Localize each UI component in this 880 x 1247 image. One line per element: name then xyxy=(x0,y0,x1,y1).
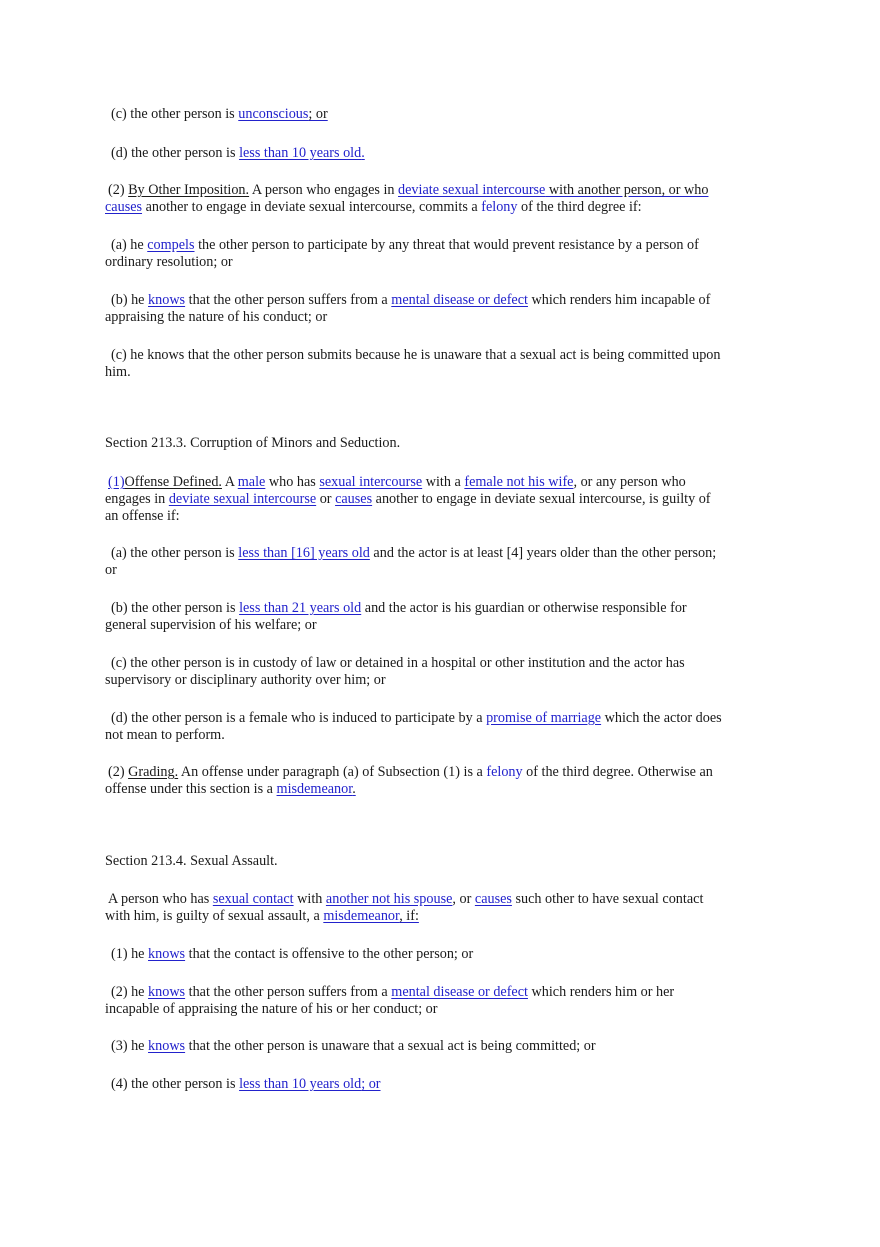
paragraph-213-3-1: (1)Offense Defined. A male who has sexual intercourse with a female not his wife, or any person who engages in deviate sexual intercourse or causes another to engage in deviate sexual intercourse, is guilty of an offense if: xyxy=(105,474,711,524)
highlight-less-than-10: less than 10 years old xyxy=(239,145,362,161)
paragraph-213-3-1a: (a) the other person is less than [16] years old and the actor is at least [4] years older than the other person; or xyxy=(105,545,717,578)
highlight-misdemeanor: misdemeanor xyxy=(276,781,353,797)
highlight-another-not-his-spouse: another not his spouse xyxy=(325,891,453,907)
highlight-deviate-sexual-intercourse-2: deviate sexual intercourse xyxy=(168,491,317,507)
highlight-knows-4: knows xyxy=(148,1038,186,1054)
highlight-causes: causes xyxy=(105,199,143,215)
paragraph-213-3-2: (2) Grading. An offense under paragraph (a) of Subsection (1) is a felony of the third degree. Otherwise an offense under this section is a misdemeanor. xyxy=(105,764,713,797)
paragraph-213-2-2: (2) By Other Imposition. A person who engages in deviate sexual intercourse with another person, or who causes another to engage in deviate sexual intercourse, commits a felony of the third degree if: xyxy=(105,182,709,215)
highlight-male: male xyxy=(237,474,266,490)
paragraph-213-2-2c: (c) he knows that the other person submits because he is unaware that a sexual act is being committed upon him. xyxy=(105,347,721,380)
paragraph-213-4-1: (1) he knows that the contact is offensive to the other person; or xyxy=(111,946,474,962)
highlight-deviate-sexual-intercourse: deviate sexual intercourse xyxy=(398,182,546,198)
subheading-offense-defined: Offense Defined. xyxy=(124,474,222,490)
highlight-mental-disease: mental disease or defect xyxy=(391,292,528,308)
highlight-female-not-his-wife: female not his wife xyxy=(464,474,574,490)
highlight-mental-disease-2: mental disease or defect xyxy=(391,984,528,1000)
paragraph-213-3-1c: (c) the other person is in custody of law or detained in a hospital or other institution and the actor has supervisory or disciplinary authority over him; or xyxy=(105,655,685,688)
paragraph-213-3-1d: (d) the other person is a female who is induced to participate by a promise of marriage which the actor does not mean to perform. xyxy=(105,710,722,743)
paragraph-213-4-intro: A person who has sexual contact with another not his spouse, or causes such other to have sexual contact with him, is guilty of sexual assault, a misdemeanor, if: xyxy=(105,891,704,924)
paragraph-213-2-1c: (c) the other person is unconscious; or xyxy=(111,106,328,122)
highlight-causes-2: causes xyxy=(335,491,373,507)
subheading-grading: Grading. xyxy=(128,764,179,780)
highlight-less-than-16: less than [16] years old xyxy=(238,545,370,561)
highlight-knows: knows xyxy=(148,292,186,308)
highlight-sexual-intercourse: sexual intercourse xyxy=(319,474,423,490)
highlight-knows-2: knows xyxy=(148,946,186,962)
highlight-knows-3: knows xyxy=(148,984,186,1000)
highlight-promise-of-marriage: promise of marriage xyxy=(486,710,602,726)
paragraph-213-2-1d: (d) the other person is less than 10 years old. xyxy=(111,145,365,161)
paragraph-213-4-3: (3) he knows that the other person is unaware that a sexual act is being committed; or xyxy=(111,1038,596,1054)
section-heading-213-3: Section 213.3. Corruption of Minors and Seduction. xyxy=(105,435,401,451)
highlight-less-than-10-2: less than 10 years old xyxy=(239,1076,362,1092)
paragraph-213-3-1b: (b) the other person is less than 21 years old and the actor is his guardian or otherwise responsible for general supervision of his welfare; or xyxy=(105,600,687,633)
section-heading-213-4: Section 213.4. Sexual Assault. xyxy=(105,853,278,869)
highlight-sexual-contact: sexual contact xyxy=(212,891,294,907)
paragraph-213-2-2a: (a) he compels the other person to participate by any threat that would prevent resistance by a person of ordinary resolution; or xyxy=(105,237,699,270)
highlight-unconscious: unconscious xyxy=(238,106,309,122)
paragraph-213-4-2: (2) he knows that the other person suffers from a mental disease or defect which renders him or her incapable of appraising the nature of his or her conduct; or xyxy=(105,984,675,1017)
paragraph-213-2-2b: (b) he knows that the other person suffers from a mental disease or defect which renders him incapable of appraising the nature of his conduct; or xyxy=(105,292,711,325)
paragraph-213-4-4: (4) the other person is less than 10 years old; or xyxy=(111,1076,381,1092)
highlight-causes-3: causes xyxy=(474,891,512,907)
highlight-less-than-21: less than 21 years old xyxy=(239,600,362,616)
highlight-compels: compels xyxy=(147,237,195,253)
subheading-by-other-imposition: By Other Imposition. xyxy=(128,182,250,198)
highlight-felony: felony xyxy=(481,199,518,215)
highlight-misdemeanor-2: misdemeanor xyxy=(323,908,400,924)
highlight-felony-2: felony xyxy=(486,764,523,780)
